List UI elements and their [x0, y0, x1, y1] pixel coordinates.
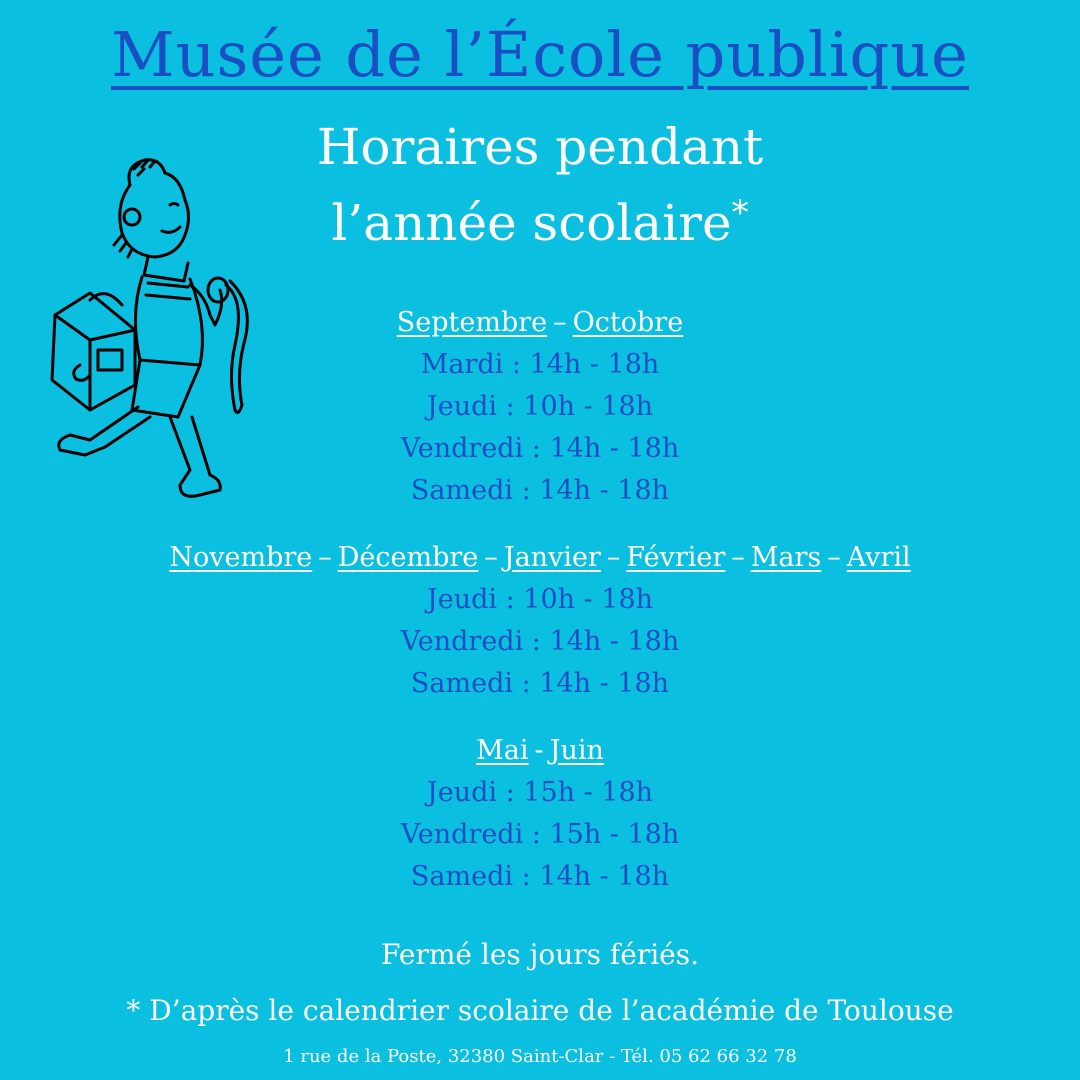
hours-row: Jeudi : 10h - 18h: [426, 391, 654, 422]
month-label: Octobre: [572, 307, 684, 338]
month-label: Février: [626, 542, 726, 573]
month-label: Mars: [750, 542, 822, 573]
hours-row: Jeudi : 15h - 18h: [426, 777, 654, 808]
hours-row: Jeudi : 10h - 18h: [426, 584, 654, 615]
month-separator: -: [534, 735, 544, 766]
subtitle-line2-text: l’année scolaire: [331, 194, 732, 252]
month-label: Novembre: [169, 542, 313, 573]
month-separator: –: [731, 542, 745, 573]
month-line: [0, 537, 1080, 579]
month-separator: –: [606, 542, 621, 573]
hours-row: Vendredi : 14h - 18h: [400, 626, 680, 657]
month-separator: –: [553, 307, 567, 338]
hours-row: Mardi : 14h - 18h: [420, 349, 660, 380]
month-label: Septembre: [396, 307, 548, 338]
month-label: Janvier: [503, 542, 601, 573]
hours-row: Samedi : 14h - 18h: [410, 861, 670, 892]
section-mai-juin: [0, 730, 1080, 898]
month-label: Mai: [476, 735, 529, 766]
hours-row: Vendredi : 15h - 18h: [400, 819, 680, 850]
section-sept-oct: [0, 302, 1080, 512]
page-title: Musée de l’École publique: [111, 18, 969, 91]
footnote: * D’après le calendrier scolaire de l’académie de Toulouse: [126, 994, 954, 1027]
month-label: Avril: [846, 542, 911, 573]
month-label: Décembre: [337, 542, 479, 573]
month-line: [0, 302, 1080, 344]
subtitle-line1: Horaires pendant: [316, 118, 764, 176]
section-nov-avr: [0, 537, 1080, 705]
hours-row: Samedi : 14h - 18h: [410, 668, 670, 699]
month-separator: –: [827, 542, 841, 573]
month-separator: –: [484, 542, 498, 573]
month-label: Juin: [549, 735, 604, 766]
address: 1 rue de la Poste, 32380 Saint-Clar - Tél. 05 62 66 32 78: [283, 1046, 797, 1067]
subtitle-asterisk: *: [731, 193, 749, 233]
closed-note: Fermé les jours fériés.: [380, 938, 699, 971]
month-separator: –: [318, 542, 332, 573]
hours-row: Vendredi : 14h - 18h: [400, 433, 680, 464]
month-line: [0, 730, 1080, 772]
hours-row: Samedi : 14h - 18h: [410, 475, 670, 506]
